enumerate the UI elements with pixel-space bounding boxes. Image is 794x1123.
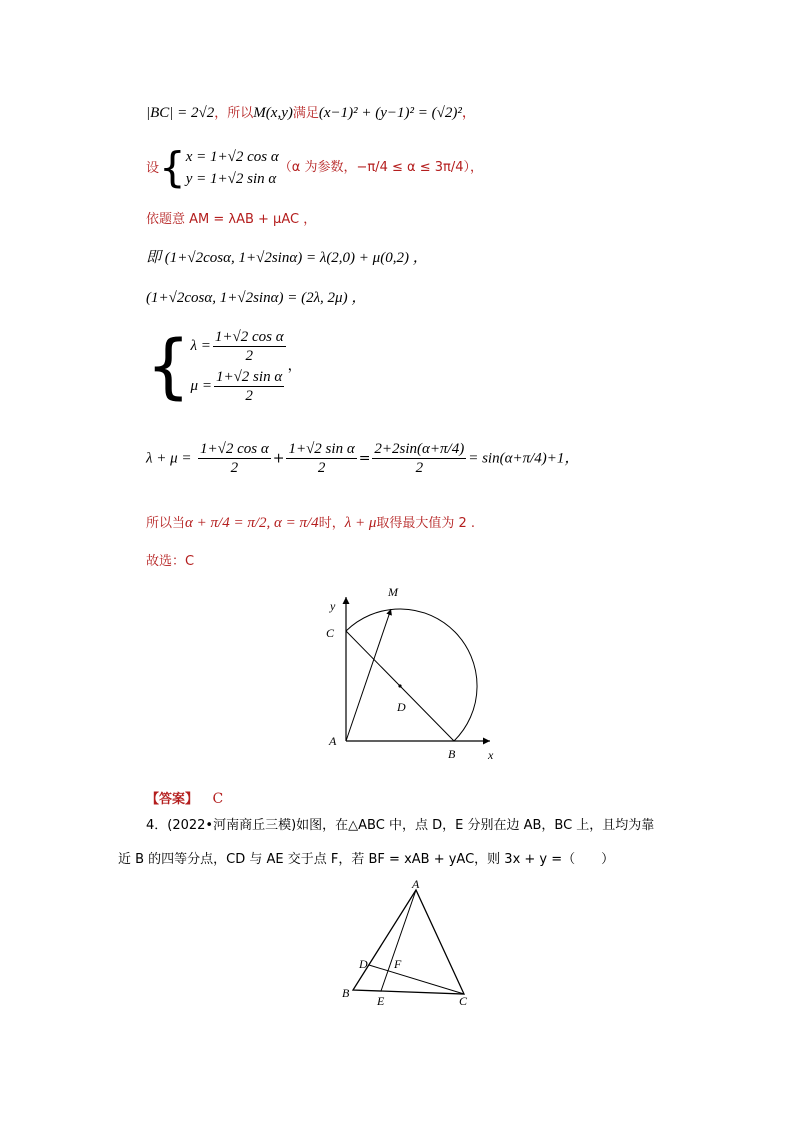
solution-line-3: 依题意 AM = λAB + μAC ， [146, 212, 317, 227]
label-x: x [488, 748, 494, 762]
solution-conclusion: 故选：C [146, 554, 195, 569]
circle-equation: (x−1)² + (y−1)² = (√2)² [318, 105, 462, 121]
solution-line-8: 所以当α + π/4 = π/2, α = π/4时，λ + μ取得最大值为 2 . [146, 515, 476, 531]
bc-length: |BC| = 2√2 [146, 105, 215, 121]
figure-circle-diagram [320, 585, 510, 765]
label-c: C [326, 626, 335, 640]
segment-ae [381, 890, 416, 991]
param-condition: （α 为参数，−π/4 ≤ α ≤ 3π/4）， [278, 160, 483, 175]
triangle-abc [353, 890, 464, 994]
answer-value: C [212, 791, 224, 807]
label-f: F [394, 957, 402, 971]
label-a: A [329, 734, 337, 748]
solution-line-2: 设{ x = 1+√2 cos α y = 1+√2 sin α （α 为参数，−π/4 ≤ α ≤ 3π/4）， [146, 143, 483, 192]
label-e: E [377, 994, 385, 1008]
solution-line-7: λ + μ = $\frac{\text{1+√2 cos α}}{2}$ + $\frac{\text{1+√2 sin α}}{2}$ = $\frac{2+2\sin(\alpha+\pi/4)}{2}$ = sin(α+π/4)+1， [146, 441, 580, 476]
label-y: y [330, 599, 336, 613]
semicircle-arc [346, 609, 477, 741]
problem-4-line-1: 4．(2022•河南商丘三模)如图，在△ABC 中，点 D，E 分别在边 AB，BC 上，且均为靠 [146, 818, 655, 833]
vector-am [346, 609, 391, 741]
answer-line [146, 789, 223, 810]
label-c: C [459, 994, 468, 1008]
solution-line-1: |BC| = 2√2，所以M(x,y)满足(x−1)² + (y−1)² = (√2)²， [146, 105, 476, 121]
label-d: D [397, 700, 406, 714]
problem-4-line-2: 近 B 的四等分点，CD 与 AE 交于点 F，若 BF = xAB + yAC，则 3x + y =（ ） [118, 852, 615, 867]
label-m: M [388, 585, 398, 599]
param-y: y = 1+√2 sin α [185, 171, 277, 187]
label-a: A [412, 877, 420, 891]
label-b: B [448, 747, 456, 761]
param-x: x = 1+√2 cos α [185, 149, 279, 165]
label-b: B [342, 986, 350, 1000]
solution-line-4: 即 (1+√2cosα, 1+√2sinα) = λ(2,0) + μ(0,2) ， [146, 250, 428, 266]
segment-cd [369, 965, 464, 994]
answer-tag: 【答案】 [146, 792, 199, 807]
figure-triangle [335, 876, 485, 1011]
solution-line-5: (1+√2cosα, 1+√2sinα) = (2λ, 2μ) ， [146, 290, 367, 306]
label-d: D [359, 957, 368, 971]
center-point-d [398, 684, 401, 687]
solution-line-6: { λ = $\frac{\text{1+√2 cos α}}{2}$ μ = $\frac{\text{1+√2 sin α}}{2}$ ， [146, 325, 302, 407]
